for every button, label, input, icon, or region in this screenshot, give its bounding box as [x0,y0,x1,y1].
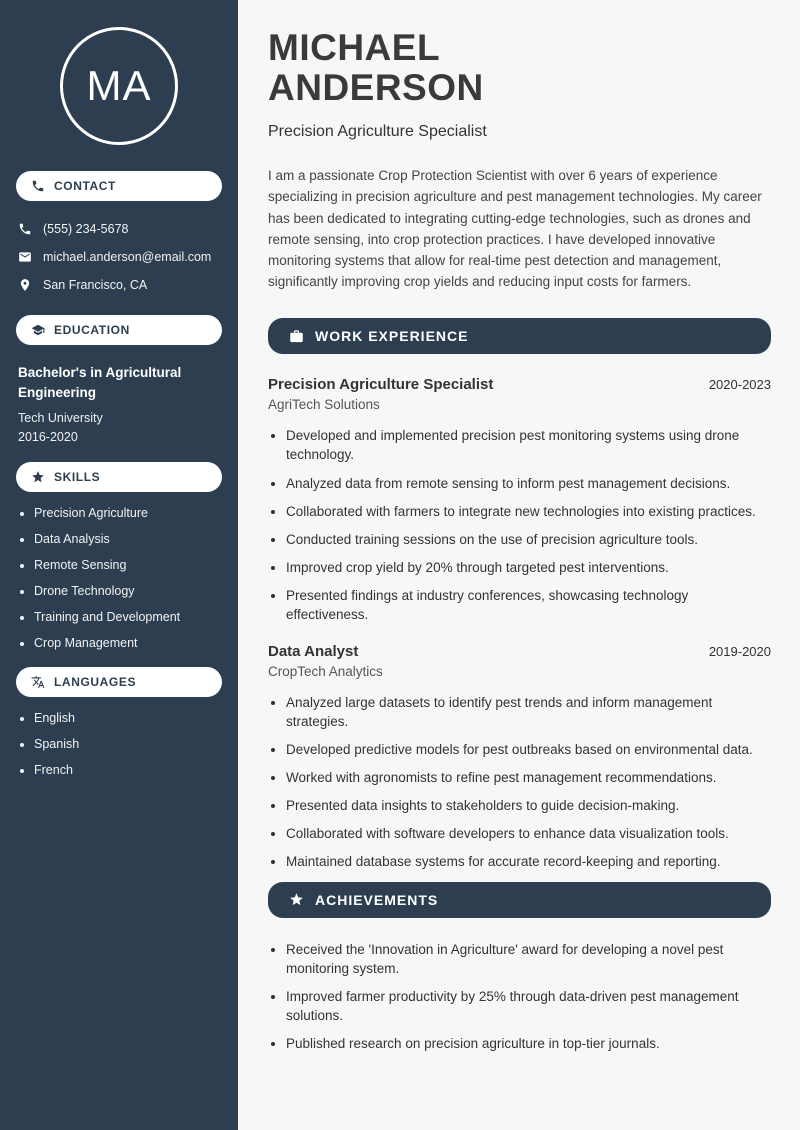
phone-icon [31,179,45,193]
achievements-header-label: ACHIEVEMENTS [315,891,439,908]
education-school: Tech University [18,410,103,425]
resume-main [238,0,800,1130]
work-experience-section-header [268,318,771,354]
job-entry [268,376,771,624]
skill-item: • Precision Agriculture [34,506,238,521]
education-section-header [16,315,222,345]
job-bullet: • Conducted training sessions on the use of precision agriculture tools. [286,530,771,549]
translate-icon [31,675,45,689]
work-experience-header-label: WORK EXPERIENCE [315,328,469,345]
job-bullet: • Worked with agronomists to refine pest management recommendations. [286,768,771,787]
achievements-list [268,940,771,1054]
briefcase-icon [289,329,304,344]
languages-list [0,711,238,778]
job-bullet: • Improved crop yield by 20% through targeted pest interventions. [286,558,771,577]
job-company: CropTech Analytics [268,663,383,679]
job-entry [268,643,771,872]
job-bullet: • Presented data insights to stakeholders to guide decision-making. [286,796,771,815]
job-dates: 2019-2020 [708,643,771,659]
job-title: Data Analyst [268,642,359,660]
skill-item: • Drone Technology [34,584,238,599]
avatar [60,27,178,145]
skill-item: • Remote Sensing [34,558,238,573]
location-value: San Francisco, CA [43,278,148,292]
location-pin-icon [18,278,32,292]
contact-email [0,243,238,271]
achievement-bullet: • Published research on precision agriculture in top-tier journals. [286,1034,771,1053]
education-years: 2016-2020 [18,429,78,444]
job-bullet-list [268,426,771,624]
contact-phone [0,215,238,243]
language-item: • French [34,763,238,778]
job-bullet: • Analyzed data from remote sensing to inform pest management decisions. [286,474,771,493]
job-bullet: • Collaborated with farmers to integrate new technologies into existing practices. [286,502,771,521]
job-company: AgriTech Solutions [268,397,380,413]
language-item: • English [34,711,238,726]
skills-list [0,506,238,651]
skills-header-label: SKILLS [54,469,101,484]
star-icon [31,470,45,484]
email-icon [18,250,32,264]
avatar-initials: MA [86,62,152,109]
page-title [268,28,771,107]
skill-item: • Training and Development [34,610,238,625]
achievements-section-header [268,882,771,918]
job-header [268,643,771,660]
graduation-cap-icon [31,323,45,337]
language-item: • Spanish [34,737,238,752]
skill-item: • Crop Management [34,636,238,651]
job-bullet: • Presented findings at industry conferences, showcasing technology effectiveness. [286,586,771,624]
phone-icon [18,222,32,236]
job-header [268,376,771,393]
phone-value: (555) 234-5678 [43,222,129,236]
languages-section-header [16,667,222,697]
contact-location [0,271,238,299]
contact-section-header [16,171,222,201]
professional-title: Precision Agriculture Specialist [268,123,487,141]
education-entry [0,359,238,446]
languages-header-label: LANGUAGES [54,674,137,689]
job-bullet: • Developed and implemented precision pest monitoring systems using drone technology. [286,426,771,464]
education-degree: Bachelor's in Agricultural Engineering [18,365,182,401]
summary-paragraph: I am a passionate Crop Protection Scientist with over 6 years of experience specializing in precision agriculture and pest management technologies. My career has been dedicated to integrating cutting-edge technologies, such as drones and remote sensing, into crop protection practices. I have developed innovative monitoring systems that allow for real-time pest detection and management, significantly improving crop yields and reducing input costs for farmers. [268,168,762,290]
contact-header-label: CONTACT [54,179,116,193]
name-line2: ANDERSON [268,66,484,108]
job-bullet: • Maintained database systems for accurate record-keeping and reporting. [286,852,771,871]
skill-item: • Data Analysis [34,532,238,547]
name-line1: MICHAEL [268,27,441,68]
job-dates: 2020-2023 [708,377,771,393]
email-value: michael.anderson@email.com [43,250,212,264]
job-bullet: • Analyzed large datasets to identify pest trends and inform management strategies. [286,693,771,731]
sidebar [0,0,238,1130]
achievement-bullet: • Received the 'Innovation in Agriculture' award for developing a novel pest monitoring system. [286,940,771,978]
job-bullet: • Developed predictive models for pest outbreaks based on environmental data. [286,740,771,759]
job-title: Precision Agriculture Specialist [268,376,494,394]
job-bullet: • Collaborated with software developers to enhance data visualization tools. [286,824,771,843]
job-bullet-list [268,693,771,872]
star-icon [289,892,304,907]
education-header-label: EDUCATION [54,323,130,337]
skills-section-header [16,462,222,492]
achievement-bullet: • Improved farmer productivity by 25% through data-driven pest management solutions. [286,987,771,1025]
